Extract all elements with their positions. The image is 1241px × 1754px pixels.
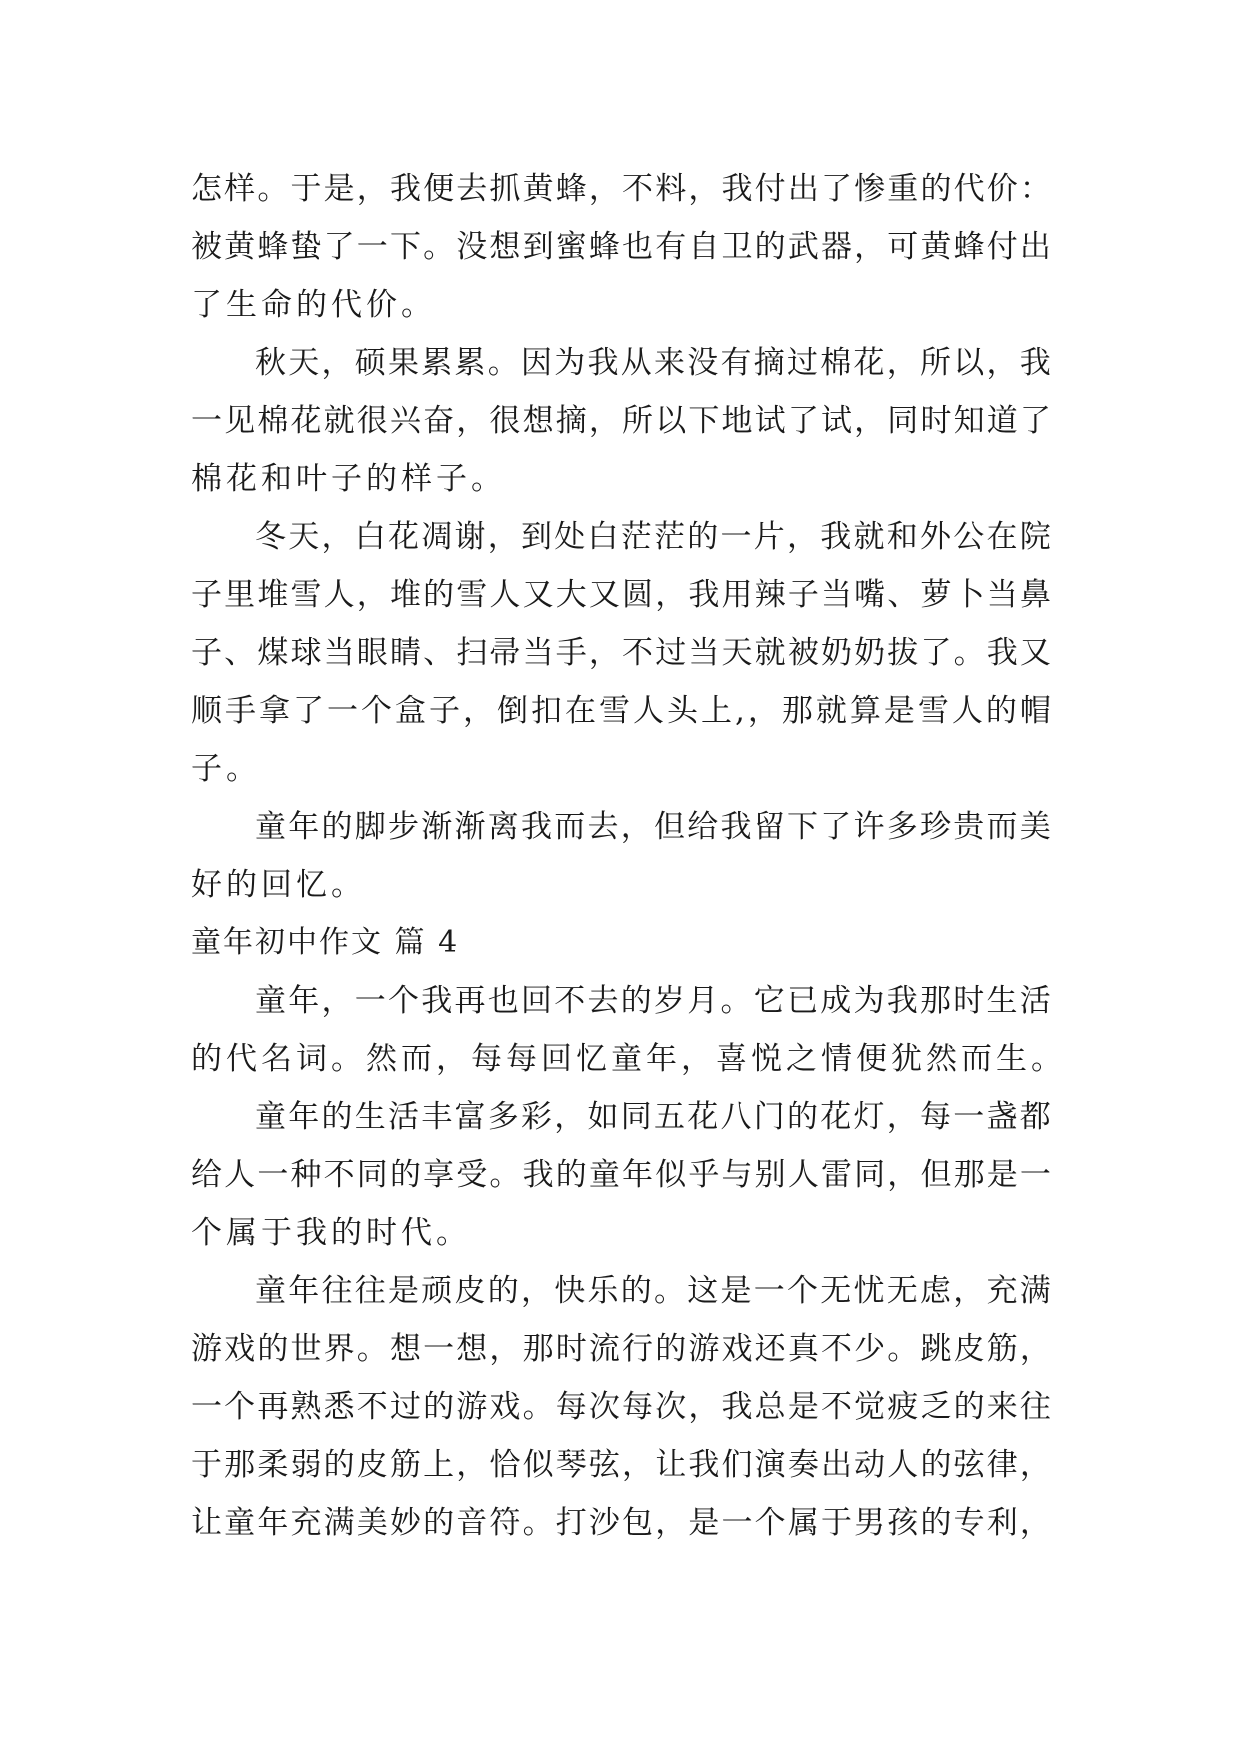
text-line: 子 、 煤 球 当 眼 睛 、 扫 帚 当 手 ， 不 过 当 天 就 被 奶 奶 拔 了 。 我 又 xyxy=(191,635,1051,671)
text-line: 童 年 ， 一 个 我 再 也 回 不 去 的 岁 月 。 它 已 成 为 我 那 时 生 活 xyxy=(255,983,1051,1019)
text-line: 童 年 的 生 活 丰 富 多 彩 ， 如 同 五 花 八 门 的 花 灯 ， 每 一 盏 都 xyxy=(255,1099,1051,1135)
section-heading: 童年初中作文 篇 4 xyxy=(191,925,460,960)
text-line: 一 见 棉 花 就 很 兴 奋 ， 很 想 摘 ， 所 以 下 地 试 了 试 ， 同 时 知 道 了 xyxy=(191,403,1051,439)
text-line: 童 年 的 脚 步 渐 渐 离 我 而 去 ， 但 给 我 留 下 了 许 多 珍 贵 而 美 xyxy=(255,809,1051,845)
text-line: 秋 天 ， 硕 果 累 累 。 因 为 我 从 来 没 有 摘 过 棉 花 ， 所 以 ， 我 xyxy=(255,345,1051,381)
text-line: 一 个 再 熟 悉 不 过 的 游 戏 。 每 次 每 次 ， 我 总 是 不 觉 疲 乏 的 来 往 xyxy=(191,1389,1051,1425)
document-body xyxy=(191,160,1066,1552)
text-line: 于 那 柔 弱 的 皮 筋 上 ， 恰 似 琴 弦 ， 让 我 们 演 奏 出 动 人 的 弦 律 ， xyxy=(191,1447,1051,1483)
text-line: 让 童 年 充 满 美 妙 的 音 符 。 打 沙 包 ， 是 一 个 属 于 男 孩 的 专 利 ， xyxy=(191,1505,1051,1541)
text-line: 顺 手 拿 了 一 个 盒 子 ， 倒 扣 在 雪 人 头 上 , ， 那 就 算 是 雪 人 的 帽 xyxy=(191,693,1051,729)
text-line: 好的回忆。 xyxy=(191,867,366,903)
text-line: 冬 天 ， 白 花 凋 谢 ， 到 处 白 茫 茫 的 一 片 ， 我 就 和 外 公 在 院 xyxy=(255,519,1051,555)
text-line: 怎 样 。 于 是 ， 我 便 去 抓 黄 蜂 ， 不 料 ， 我 付 出 了 惨 重 的 代 价 ： xyxy=(191,171,1051,207)
text-line: 童 年 往 往 是 顽 皮 的 ， 快 乐 的 。 这 是 一 个 无 忧 无 虑 ， 充 满 xyxy=(255,1273,1051,1309)
text-line: 游 戏 的 世 界 。 想 一 想 ， 那 时 流 行 的 游 戏 还 真 不 少 。 跳 皮 筋 ， xyxy=(191,1331,1051,1367)
text-line: 棉花和叶子的样子。 xyxy=(191,461,506,497)
text-line: 给 人 一 种 不 同 的 享 受 。 我 的 童 年 似 乎 与 别 人 雷 同 ， 但 那 是 一 xyxy=(191,1157,1051,1193)
text-line: 了生命的代价。 xyxy=(191,287,436,323)
text-line: 子。 xyxy=(191,751,261,787)
text-line: 个属于我的时代。 xyxy=(191,1215,471,1251)
text-line: 的代名词。然而，每每回忆童年，喜悦之情便犹然而生。 xyxy=(191,1041,1066,1077)
text-line: 被 黄 蜂 蛰 了 一 下 。 没 想 到 蜜 蜂 也 有 自 卫 的 武 器 ， 可 黄 蜂 付 出 xyxy=(191,229,1051,265)
text-line: 子 里 堆 雪 人 ， 堆 的 雪 人 又 大 又 圆 ， 我 用 辣 子 当 嘴 、 萝 卜 当 鼻 xyxy=(191,577,1051,613)
